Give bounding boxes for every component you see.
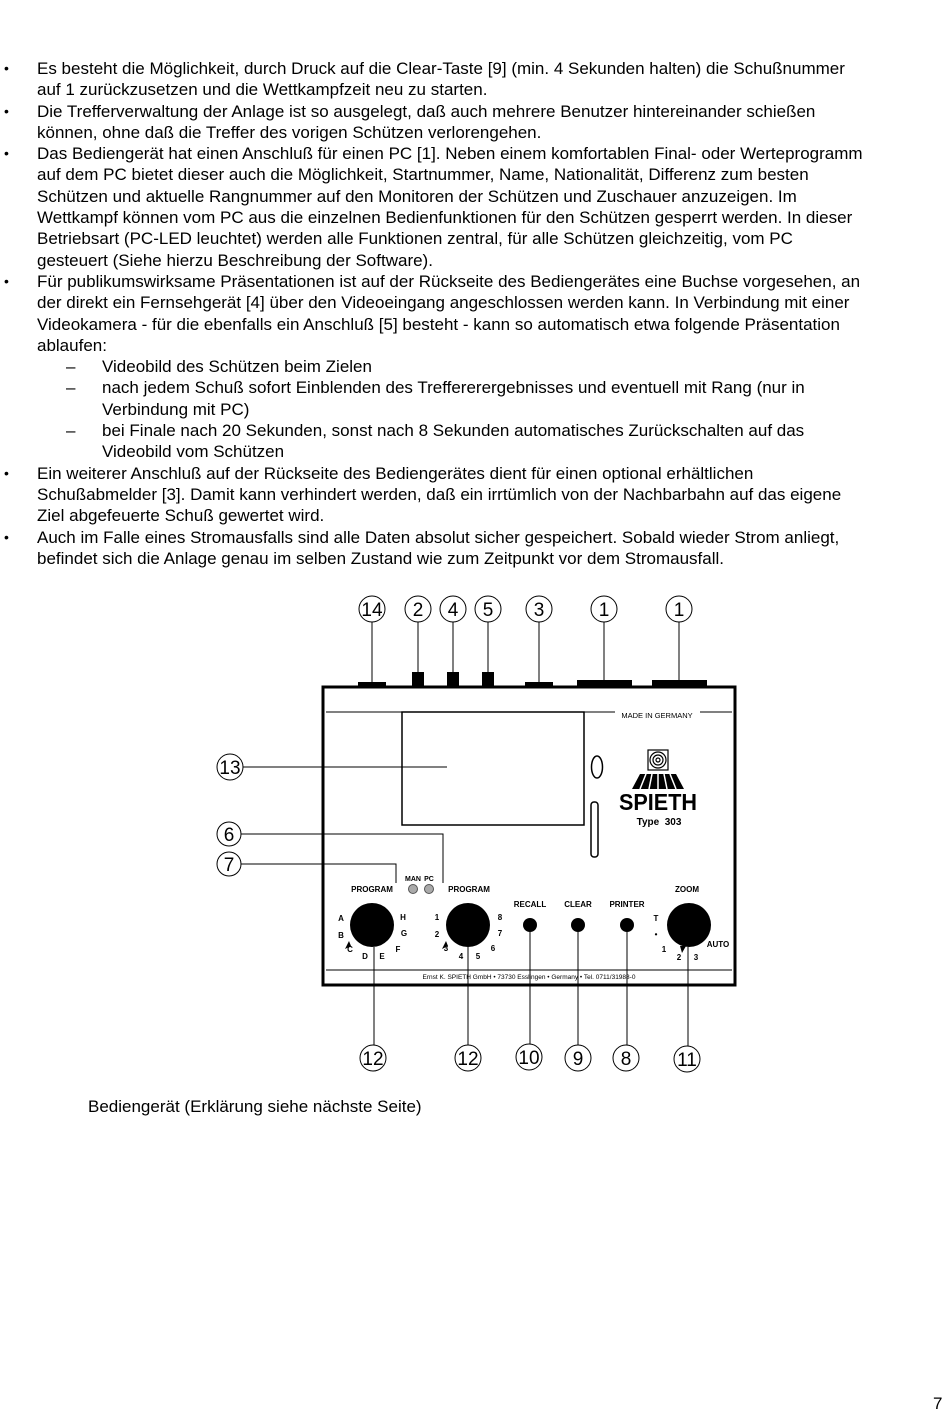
device-diagram bbox=[0, 585, 950, 1085]
sub-list bbox=[0, 356, 950, 462]
svg-text:3: 3 bbox=[693, 953, 699, 962]
svg-text:1: 1 bbox=[598, 600, 610, 621]
svg-text:2: 2 bbox=[434, 930, 440, 939]
printer-label: PRINTER bbox=[609, 900, 645, 909]
svg-text:8: 8 bbox=[497, 913, 503, 922]
dash-icon: – bbox=[66, 357, 76, 377]
callout-2 bbox=[405, 596, 431, 672]
svg-text:B: B bbox=[338, 931, 344, 940]
svg-text:9: 9 bbox=[572, 1049, 584, 1070]
body-text bbox=[0, 58, 950, 569]
program-knob-letters bbox=[338, 903, 407, 961]
program-knob-numbers bbox=[435, 903, 503, 961]
brand-name: SPIETH bbox=[619, 789, 697, 815]
bullet-item: • Auch im Falle eines Stromausfalls sind alle Daten absolut sicher gespeichert. Sobald wieder Strom anliegt, befindet sich die Anlage genau im selben Zustand wie zum Zeitpunkt vor dem Stromausfall. bbox=[4, 527, 840, 568]
sub-item: – nach jedem Schuß sofort Einblenden des Treffererergebnisses und eventuell mit Rang (nur in Verbindung mit PC) bbox=[66, 378, 805, 419]
program-right-label: PROGRAM bbox=[448, 885, 490, 894]
bullet-item: • Die Trefferverwaltung der Anlage ist so ausgelegt, daß auch mehrere Benutzer hintereinander schießen können, ohne daß die Treffer des vorigen Schützen verlorengehen. bbox=[4, 101, 816, 142]
dash-icon: – bbox=[66, 421, 76, 441]
bullet-list-1 bbox=[0, 58, 950, 356]
recall-button bbox=[523, 918, 537, 932]
page-number: 7 bbox=[933, 1394, 943, 1413]
bullet-icon: • bbox=[4, 528, 9, 545]
bullet-icon: • bbox=[4, 464, 9, 481]
svg-text:1: 1 bbox=[661, 945, 667, 954]
callout-3 bbox=[526, 596, 552, 682]
figure-caption: Bediengerät (Erklärung siehe nächste Seite) bbox=[88, 1097, 422, 1116]
svg-text:2: 2 bbox=[676, 953, 682, 962]
svg-text:10: 10 bbox=[518, 1048, 540, 1069]
key-slot bbox=[592, 756, 603, 778]
svg-text:8: 8 bbox=[620, 1049, 632, 1070]
svg-text:12: 12 bbox=[362, 1049, 384, 1070]
callout-5 bbox=[475, 596, 501, 672]
made-in-label: MADE IN GERMANY bbox=[621, 711, 693, 720]
svg-text:4: 4 bbox=[447, 600, 459, 621]
device-footer-text: Ernst K. SPIETH GmbH • 73730 Esslingen • Germany • Tel. 0711/31988-0 bbox=[422, 974, 636, 981]
svg-text:E: E bbox=[379, 952, 385, 961]
recall-label: RECALL bbox=[513, 900, 547, 909]
bullet-item: • Ein weiterer Anschluß auf der Rückseite des Bediengerätes dient für einen optional erhältlichen Schußabmelder [3]. Damit kann verhindert werden, daß ein irrtümlich von der Nachbarbahn auf das eigene Ziel abgefeuerte Schuß gewertet wird. bbox=[4, 463, 842, 526]
svg-text:5: 5 bbox=[475, 952, 481, 961]
svg-text:7: 7 bbox=[497, 929, 503, 938]
callout-4 bbox=[440, 596, 466, 672]
svg-text:1: 1 bbox=[434, 913, 440, 922]
svg-text:D: D bbox=[362, 952, 368, 961]
card-slot bbox=[591, 802, 598, 857]
spieth-logo bbox=[619, 750, 697, 828]
callout-1a bbox=[591, 596, 617, 680]
bullet-icon: • bbox=[4, 60, 9, 76]
svg-text:12: 12 bbox=[457, 1049, 479, 1070]
clear-label: CLEAR bbox=[564, 900, 592, 909]
bullet-icon: • bbox=[4, 272, 9, 289]
led-pc bbox=[425, 885, 434, 894]
zoom-label: ZOOM bbox=[675, 885, 699, 894]
led-man bbox=[409, 885, 418, 894]
callout-10 bbox=[516, 932, 542, 1070]
svg-text:14: 14 bbox=[361, 600, 383, 621]
callout-12b bbox=[455, 947, 481, 1071]
svg-text:6: 6 bbox=[223, 825, 235, 846]
svg-text:7: 7 bbox=[223, 855, 235, 876]
svg-text:AUTO: AUTO bbox=[706, 940, 730, 949]
bullet-list-2 bbox=[0, 463, 950, 569]
bullet-icon: • bbox=[4, 145, 9, 162]
model-label: Type 303 bbox=[636, 817, 682, 828]
bullet-item: • Das Bediengerät hat einen Anschluß für einen PC [1]. Neben einem komfortablen Final- oder Werteprogramm auf dem PC bietet dieser auch die Möglichkeit, Startnummer, Name, Nationalität, Differenz zum besten Schützen und aktuelle Rangnummer auf den Monitoren der Schützen und Zuschauer anzuzeigen. Im Wettkampf können vom PC aus die einzelnen Bedienfunktionen für den Schützen gesperrt werden. In dieser Betriebsart (PC-LED leuchtet) werden alle Funktionen zentral, für alle Schützen gleichzeitig, vom PC gesteuert (Siehe hierzu Beschreibung der Software). bbox=[4, 144, 863, 270]
svg-text:13: 13 bbox=[219, 758, 241, 779]
sub-item: – bei Finale nach 20 Sekunden, sonst nach 8 Sekunden automatisches Zurückschalten auf das Videobild vom Schützen bbox=[66, 421, 805, 462]
svg-text:G: G bbox=[400, 929, 408, 938]
callout-14 bbox=[359, 596, 385, 682]
led-pc-label: PC bbox=[424, 876, 434, 883]
device-diagram-svg bbox=[0, 585, 950, 1085]
svg-text:3: 3 bbox=[443, 944, 449, 953]
callout-11 bbox=[674, 947, 700, 1072]
led-man-label: MAN bbox=[405, 876, 421, 883]
bullet-icon: • bbox=[4, 102, 9, 119]
svg-text:F: F bbox=[395, 945, 401, 954]
svg-text:1: 1 bbox=[673, 600, 685, 621]
callout-6 bbox=[217, 822, 443, 883]
zoom-knob bbox=[654, 903, 730, 962]
svg-text:6: 6 bbox=[490, 944, 496, 953]
svg-text:•: • bbox=[654, 930, 658, 939]
svg-text:4: 4 bbox=[458, 952, 464, 961]
callout-8 bbox=[613, 932, 639, 1071]
svg-text:11: 11 bbox=[677, 1050, 697, 1071]
clear-button bbox=[571, 918, 585, 932]
sub-item: – Videobild des Schützen beim Zielen bbox=[66, 357, 372, 377]
program-left-label: PROGRAM bbox=[351, 885, 393, 894]
callout-13 bbox=[217, 754, 447, 780]
svg-text:2: 2 bbox=[412, 600, 424, 621]
dash-icon: – bbox=[66, 378, 76, 398]
svg-text:A: A bbox=[338, 914, 344, 923]
bullet-item: • Für publikumswirksame Präsentationen ist auf der Rückseite des Bediengerätes eine Buchse vorgesehen, an der direkt ein Fernsehgerät [4] über den Videoeingang angeschlossen werden kann. In Verbindung mit einer Videokamera - für die ebenfalls ein Anschluß [5] besteht - kann so automatisch etwa folgende Präsentation ablaufen: bbox=[4, 271, 861, 355]
bullet-item: • Es besteht die Möglichkeit, durch Druck auf die Clear-Taste [9] (min. 4 Sekunden halten) die Schußnummer auf 1 zurückzusetzen und die Wettkampfzeit neu zu starten. bbox=[4, 59, 845, 100]
callout-7 bbox=[217, 852, 396, 883]
svg-text:T: T bbox=[653, 914, 659, 923]
svg-text:3: 3 bbox=[533, 600, 545, 621]
callout-9 bbox=[565, 932, 591, 1071]
printer-button bbox=[620, 918, 634, 932]
svg-text:5: 5 bbox=[482, 600, 494, 621]
svg-text:H: H bbox=[400, 913, 406, 922]
display-screen bbox=[402, 712, 584, 825]
svg-text:C: C bbox=[347, 945, 353, 954]
callout-1b bbox=[666, 596, 692, 680]
callout-12a bbox=[360, 947, 386, 1071]
